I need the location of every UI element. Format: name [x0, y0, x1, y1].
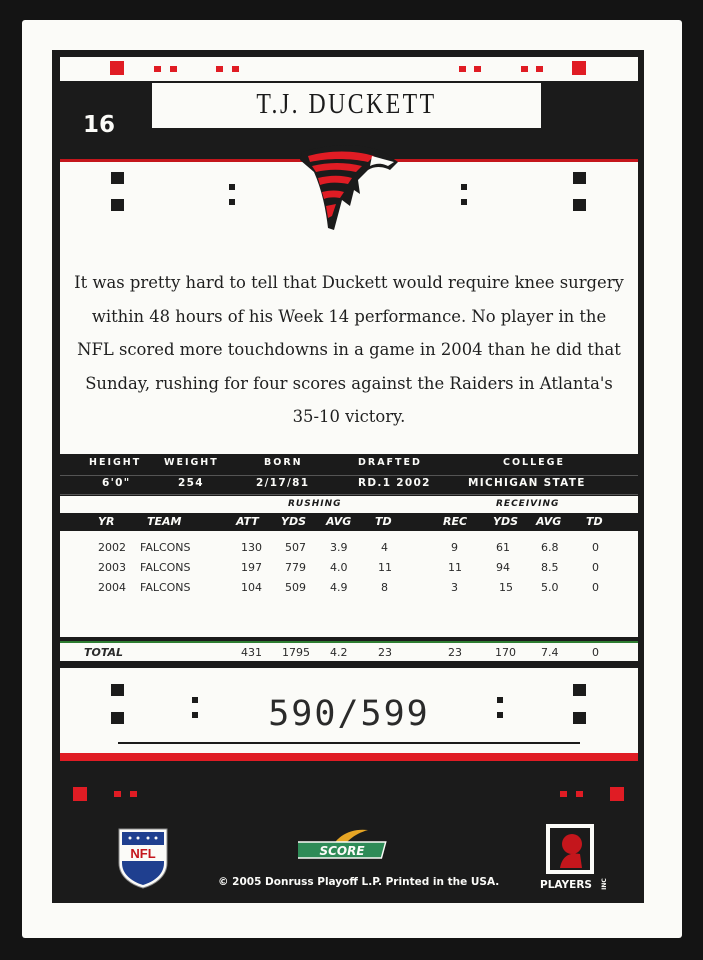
- table-cell: 6.8: [541, 541, 559, 554]
- table-cell: 130: [241, 541, 262, 554]
- table-cell: 4.2: [330, 646, 348, 659]
- red-dot: [459, 66, 466, 72]
- red-dot: [521, 66, 528, 72]
- black-square: [111, 172, 124, 184]
- player-name: T.J. DUCKETT: [256, 88, 437, 120]
- serial-underline: [118, 742, 580, 744]
- table-cell: 0: [592, 541, 599, 554]
- table-cell: 0: [592, 581, 599, 594]
- black-square: [111, 199, 124, 211]
- table-cell: 3: [451, 581, 458, 594]
- table-cell: 170: [495, 646, 516, 659]
- table-cell: 197: [241, 561, 262, 574]
- column-header: TD: [375, 515, 392, 528]
- table-cell: 5.0: [541, 581, 559, 594]
- drafted-header: DRAFTED: [358, 457, 422, 468]
- column-header: AVG: [536, 515, 562, 528]
- rushing-group-label: RUSHING: [288, 499, 342, 509]
- red-dot: [154, 66, 161, 72]
- bio-text: It was pretty hard to tell that Duckett would require knee surgery within 48 hours of his Week 14 performance. No player in the NFL scored more touchdowns in a game in 2004 than he did that Sunday, rushing for four scores against the Raiders in Atlanta's 35-10 victory.: [74, 273, 624, 426]
- score-logo-text: SCORE: [319, 844, 365, 858]
- serial-number: 590/599: [268, 694, 430, 734]
- born-value: 2/17/81: [256, 477, 310, 489]
- red-dot: [114, 791, 121, 797]
- players-inc-suffix: INC: [601, 878, 608, 890]
- table-cell: 9: [451, 541, 458, 554]
- table-cell: 509: [285, 581, 306, 594]
- table-cell: 1795: [282, 646, 310, 659]
- table-cell: 3.9: [330, 541, 348, 554]
- black-dot: [229, 184, 235, 190]
- red-dot: [576, 791, 583, 797]
- column-header: YDS: [281, 515, 307, 528]
- table-cell: 11: [448, 561, 462, 574]
- nfl-logo-text: NFL: [130, 846, 156, 861]
- vitals-header-row: [60, 456, 638, 472]
- height-value: 6'0": [102, 477, 131, 489]
- card-number: 16: [83, 112, 116, 138]
- nfl-shield-icon: [116, 823, 170, 889]
- vitals-value-row: [60, 475, 638, 495]
- college-value: MICHIGAN STATE: [468, 477, 586, 489]
- table-cell: 4.9: [330, 581, 348, 594]
- red-bar: [60, 753, 638, 761]
- red-square: [572, 61, 586, 75]
- black-square: [573, 172, 586, 184]
- weight-header: WEIGHT: [164, 457, 219, 468]
- table-row: [60, 558, 638, 578]
- table-cell: 2003: [98, 561, 126, 574]
- red-square: [110, 61, 124, 75]
- stats-total-row: [60, 641, 638, 661]
- height-header: HEIGHT: [89, 457, 142, 468]
- table-cell: 8.5: [541, 561, 559, 574]
- table-cell: 23: [378, 646, 392, 659]
- stats-table: [60, 496, 638, 637]
- red-dot: [536, 66, 543, 72]
- players-inc-icon: [536, 822, 612, 892]
- score-logo-icon: [298, 826, 394, 866]
- black-square: [573, 199, 586, 211]
- table-cell: FALCONS: [140, 581, 191, 594]
- column-header: TD: [586, 515, 603, 528]
- column-header: YR: [98, 515, 115, 528]
- red-square: [610, 787, 624, 801]
- table-cell: 7.4: [541, 646, 559, 659]
- table-cell: 94: [496, 561, 510, 574]
- table-cell: 507: [285, 541, 306, 554]
- falcons-logo-icon: [298, 140, 402, 236]
- table-cell: 4: [381, 541, 388, 554]
- column-header: AVG: [326, 515, 352, 528]
- stats-column-headers: [60, 513, 638, 531]
- table-row: [60, 538, 638, 558]
- players-inc-text: PLAYERS: [540, 879, 592, 891]
- black-dot: [461, 199, 467, 205]
- receiving-group-label: RECEIVING: [496, 499, 560, 509]
- table-cell: 61: [496, 541, 510, 554]
- column-header: ATT: [236, 515, 259, 528]
- column-header: TEAM: [147, 515, 182, 528]
- red-dot: [130, 791, 137, 797]
- black-dot: [229, 199, 235, 205]
- table-cell: 4.0: [330, 561, 348, 574]
- table-row: [60, 578, 638, 598]
- table-cell: 11: [378, 561, 392, 574]
- born-header: BORN: [264, 457, 303, 468]
- black-dot: [461, 184, 467, 190]
- top-band: [60, 57, 638, 81]
- table-cell: 0: [592, 646, 599, 659]
- table-cell: 15: [499, 581, 513, 594]
- table-cell: 104: [241, 581, 262, 594]
- copyright-text: © 2005 Donruss Playoff L.P. Printed in the USA.: [218, 876, 500, 888]
- table-cell: 23: [448, 646, 462, 659]
- total-label: TOTAL: [84, 646, 124, 659]
- table-cell: 0: [592, 561, 599, 574]
- college-header: COLLEGE: [503, 457, 565, 468]
- table-cell: 8: [381, 581, 388, 594]
- table-cell: 2004: [98, 581, 126, 594]
- red-dot: [216, 66, 223, 72]
- red-dot: [232, 66, 239, 72]
- red-dot: [170, 66, 177, 72]
- weight-value: 254: [178, 477, 204, 489]
- column-header: REC: [443, 515, 468, 528]
- table-cell: FALCONS: [140, 561, 191, 574]
- table-cell: FALCONS: [140, 541, 191, 554]
- table-cell: 2002: [98, 541, 126, 554]
- table-cell: 779: [285, 561, 306, 574]
- table-cell: 431: [241, 646, 262, 659]
- red-dot: [560, 791, 567, 797]
- drafted-value: RD.1 2002: [358, 477, 431, 489]
- column-header: YDS: [493, 515, 519, 528]
- red-dot: [474, 66, 481, 72]
- red-square: [73, 787, 87, 801]
